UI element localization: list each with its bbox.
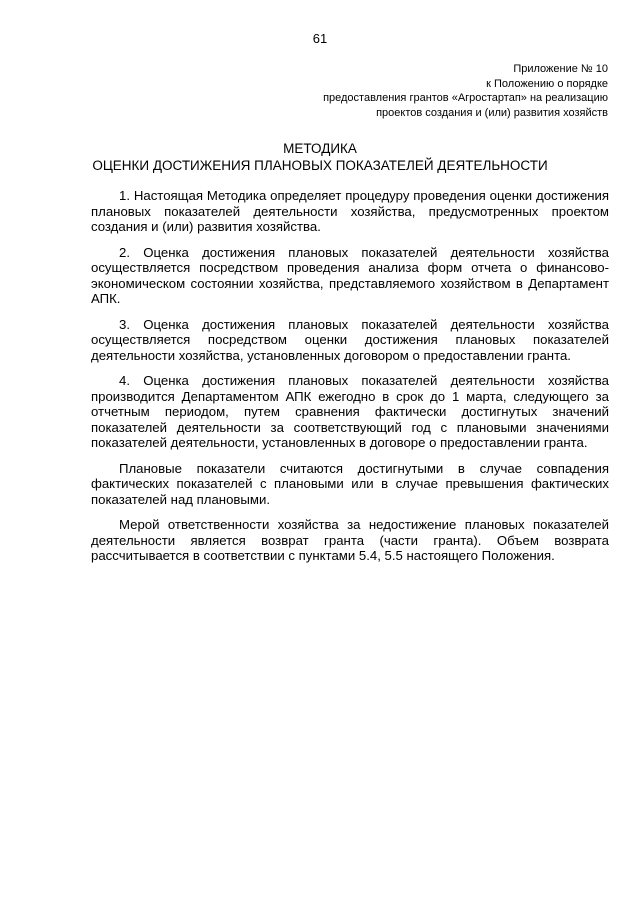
appendix-number: Приложение № 10: [513, 63, 608, 75]
paragraph-5: Плановые показатели считаются достигнутыми в случае совпадения фактических показателей с плановыми или в случае превышения фактических показателей над плановыми.: [91, 460, 609, 507]
paragraph-6: Мерой ответственности хозяйства за недостижение плановых показателей деятельности является возврат гранта (части гранта). Объем возврата рассчитывается в соответствии с пунктами 5.4, 5.5 настоящего Положения.: [91, 517, 609, 563]
appendix-reference: к Положению о порядке: [486, 77, 608, 90]
page-number: 61: [312, 31, 328, 46]
paragraph-2: 2. Оценка достижения плановых показателей деятельности хозяйства осуществляется посредством проведения анализа форм отчета о финансово-экономическом состоянии хозяйства, представляемого хозяйством в Департамент АПК.: [91, 244, 609, 306]
title-line-2: ОЦЕНКИ ДОСТИЖЕНИЯ ПЛАНОВЫХ ПОКАЗАТЕЛЕЙ ДЕЯТЕЛЬНОСТИ: [92, 158, 548, 173]
appendix-header: [188, 62, 608, 120]
appendix-grant-title: предоставления грантов «Агростартап» на реализацию: [323, 92, 608, 104]
paragraph-1: 1. Настоящая Методика определяет процедуру проведения оценки достижения плановых показателей деятельности хозяйства, предусмотренных проектом создания и (или) развития хозяйства.: [91, 188, 609, 234]
title-line-1: МЕТОДИКА: [283, 141, 357, 156]
document-title: [0, 140, 640, 174]
document-body: [91, 188, 609, 574]
paragraph-4: 4. Оценка достижения плановых показателей деятельности хозяйства производится Департаментом АПК ежегодно в срок до 1 марта, следующего за отчетным периодом, путем сравнения фактически достигнутых значений показателей деятельности за соответствующий год с плановыми значениями показателей деятельности, установленных в договоре о предоставлении гранта.: [91, 373, 609, 450]
appendix-project-title: проектов создания и (или) развития хозяйств: [376, 106, 608, 119]
paragraph-3: 3. Оценка достижения плановых показателей деятельности хозяйства осуществляется посредством оценки достижения плановых показателей деятельности хозяйства, установленных договором о предоставлении гранта.: [91, 316, 609, 363]
